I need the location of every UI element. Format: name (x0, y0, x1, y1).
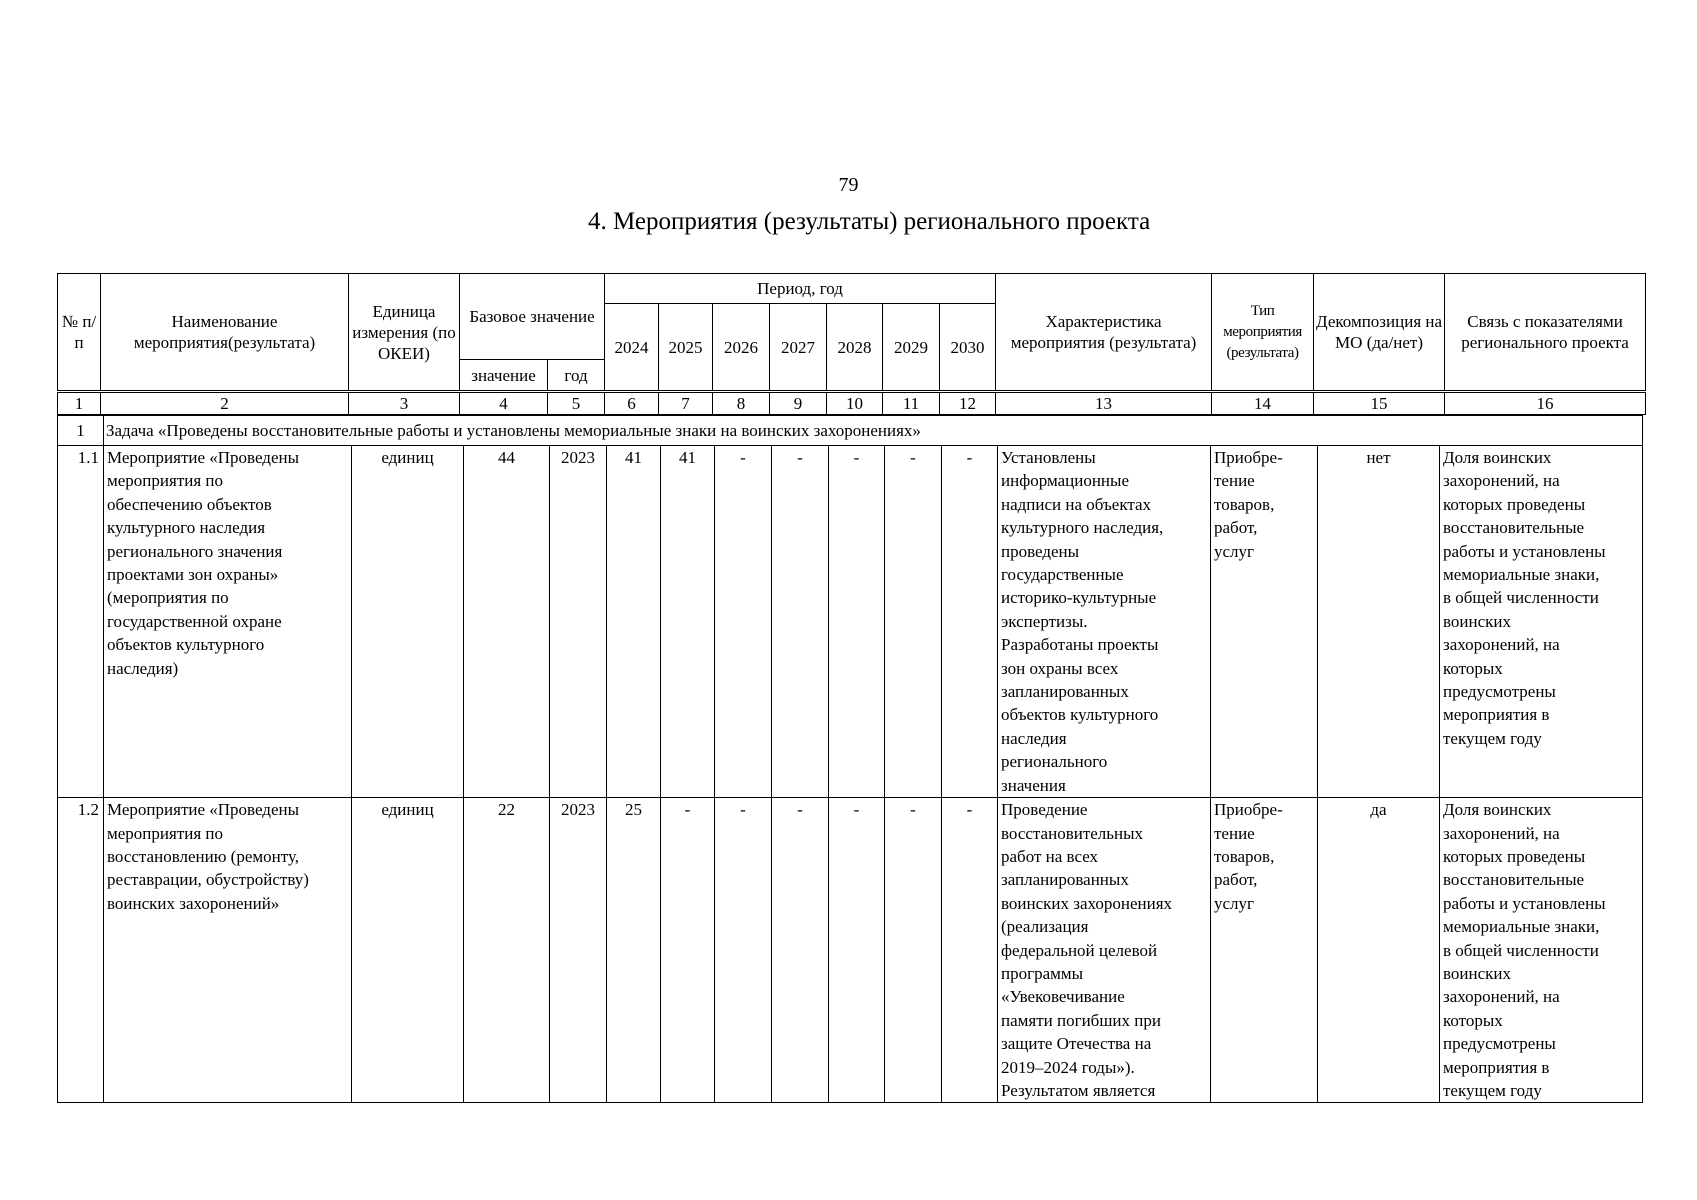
row-link (1440, 446, 1643, 798)
header-decomposition: Декомпозиция на МО (да/нет) (1314, 274, 1445, 391)
cell-line: регионального значения (107, 541, 283, 561)
cell-line: наследия) (107, 658, 179, 678)
column-number: 14 (1212, 393, 1314, 415)
cell-line: федеральной целевой (1001, 940, 1158, 960)
column-number: 7 (659, 393, 713, 415)
cell-line: предусмотрены (1443, 1034, 1556, 1054)
cell-line: предусмотрены (1443, 682, 1556, 702)
cell-line: которых проведены (1443, 494, 1586, 514)
cell-line: Доля воинских (1443, 800, 1552, 820)
row-type (1211, 798, 1318, 1103)
row-year-2024: 25 (607, 798, 661, 1103)
header-base: Базовое значение (460, 274, 605, 360)
column-number: 11 (883, 393, 940, 415)
column-number: 10 (827, 393, 883, 415)
row-year-2029: - (885, 446, 942, 798)
column-number: 13 (996, 393, 1212, 415)
task-row (58, 416, 1643, 446)
row-year-2030: - (942, 446, 998, 798)
row-num: 1.2 (58, 798, 104, 1103)
cell-line: государственные (1001, 565, 1124, 585)
cell-line: Мероприятие «Проведены (107, 800, 300, 820)
cell-line: мероприятия по (107, 823, 224, 843)
cell-line: Проведение (1001, 800, 1088, 820)
cell-line: (мероприятия по (107, 588, 229, 608)
row-year-2026: - (715, 446, 772, 798)
cell-line: восстановлению (ремонту, (107, 846, 299, 866)
cell-line: информационные (1001, 471, 1129, 491)
cell-line: зон охраны всех (1001, 658, 1119, 678)
header-year-2027: 2027 (770, 304, 827, 391)
cell-line: товаров, (1214, 846, 1275, 866)
cell-line: текущем году (1443, 1080, 1542, 1100)
table-body (57, 415, 1643, 1103)
row-decomposition: да (1318, 798, 1440, 1103)
row-characteristic (998, 446, 1211, 798)
cell-line: мероприятия по (107, 471, 224, 491)
cell-line: экспертизы. (1001, 611, 1088, 631)
page-title: 4. Мероприятия (результаты) регионального проекта (588, 208, 1151, 235)
cell-line: Установлены (1001, 448, 1096, 467)
cell-line: значения (1001, 775, 1066, 795)
cell-line: услуг (1214, 541, 1255, 561)
row-base-value: 22 (464, 798, 550, 1103)
column-number: 2 (101, 393, 349, 415)
column-number: 3 (349, 393, 460, 415)
cell-line: текущем году (1443, 728, 1542, 748)
cell-line: реставрации, обустройству) (107, 870, 309, 890)
row-name (104, 446, 352, 798)
cell-line: (реализация (1001, 917, 1089, 937)
cell-line: Приобре- (1214, 800, 1283, 820)
cell-line: Результатом является (1001, 1080, 1156, 1100)
header-year-2028: 2028 (827, 304, 883, 391)
cell-line: проектами зон охраны» (107, 565, 279, 585)
cell-line: которых (1443, 658, 1503, 678)
page-number: 79 (838, 174, 859, 196)
cell-line: Разработаны проекты (1001, 635, 1159, 655)
cell-line: 2019–2024 годы»). (1001, 1057, 1135, 1077)
header-year-2026: 2026 (713, 304, 770, 391)
header-base-year: год (548, 360, 605, 391)
header-year-2030: 2030 (940, 304, 996, 391)
cell-line: работы и установлены (1443, 541, 1606, 561)
column-number: 8 (713, 393, 770, 415)
column-number: 4 (460, 393, 548, 415)
row-year-2030: - (942, 798, 998, 1103)
row-year-2025: - (661, 798, 715, 1103)
cell-line: запланированных (1001, 870, 1129, 890)
row-base-year: 2023 (550, 798, 607, 1103)
cell-line: объектов культурного (1001, 705, 1159, 725)
row-year-2029: - (885, 798, 942, 1103)
table-header (57, 273, 1646, 391)
cell-line: захоронений, на (1443, 987, 1560, 1007)
column-number: 6 (605, 393, 659, 415)
cell-line: наследия (1001, 728, 1067, 748)
header-year-2025: 2025 (659, 304, 713, 391)
cell-line: мероприятия в (1443, 705, 1550, 725)
cell-line: Доля воинских (1443, 448, 1552, 467)
cell-line: в общей численности (1443, 588, 1599, 608)
cell-line: надписи на объектах (1001, 494, 1152, 514)
cell-line: услуг (1214, 893, 1255, 913)
header-num: № п/п (58, 274, 101, 391)
cell-line: программы (1001, 963, 1084, 983)
cell-line: объектов культурного (107, 635, 265, 655)
cell-line: работы и установлены (1443, 893, 1606, 913)
cell-line: тение (1214, 471, 1255, 491)
column-number-row (57, 392, 1646, 415)
row-characteristic (998, 798, 1211, 1103)
header-period: Период, год (605, 274, 996, 304)
cell-line: работ, (1214, 870, 1258, 890)
header-characteristic: Характеристика мероприятия (результата) (996, 274, 1212, 391)
cell-line: «Увековечивание (1001, 987, 1125, 1007)
row-base-year: 2023 (550, 446, 607, 798)
header-name: Наименование мероприятия(результата) (101, 274, 349, 391)
row-num: 1.1 (58, 446, 104, 798)
header-year-2029: 2029 (883, 304, 940, 391)
header-unit: Единица измерения (по ОКЕИ) (349, 274, 460, 391)
cell-line: воинских (1443, 611, 1512, 631)
task-num: 1 (58, 416, 104, 446)
column-number: 12 (940, 393, 996, 415)
row-base-value: 44 (464, 446, 550, 798)
row-unit: единиц (352, 798, 464, 1103)
row-year-2028: - (829, 446, 885, 798)
row-link (1440, 798, 1643, 1103)
cell-line: проведены (1001, 541, 1080, 561)
task-text: Задача «Проведены восстановительные работы и установлены мемориальные знаки на воинских захоронениях» (104, 416, 1643, 446)
cell-line: мемориальные знаки, (1443, 917, 1600, 937)
cell-line: захоронений, на (1443, 635, 1560, 655)
cell-line: восстановительных (1001, 823, 1144, 843)
cell-line: захоронений, на (1443, 471, 1560, 491)
cell-line: тение (1214, 823, 1255, 843)
cell-line: мероприятия в (1443, 1057, 1550, 1077)
cell-line: защите Отечества на (1001, 1034, 1152, 1054)
row-year-2027: - (772, 446, 829, 798)
cell-line: государственной охране (107, 611, 282, 631)
row-year-2026: - (715, 798, 772, 1103)
cell-line: Мероприятие «Проведены (107, 448, 300, 467)
cell-line: товаров, (1214, 494, 1275, 514)
table-row (58, 446, 1643, 798)
cell-line: которых проведены (1443, 846, 1586, 866)
cell-line: восстановительные (1443, 870, 1585, 890)
column-number: 1 (58, 393, 101, 415)
cell-line: воинских (1443, 963, 1512, 983)
header-type: Тип мероприятия (результата) (1212, 274, 1314, 391)
header-link: Связь с показателями регионального проекта (1445, 274, 1646, 391)
cell-line: воинских захоронениях (1001, 893, 1173, 913)
row-year-2024: 41 (607, 446, 661, 798)
column-number: 5 (548, 393, 605, 415)
cell-line: захоронений, на (1443, 823, 1560, 843)
row-year-2027: - (772, 798, 829, 1103)
cell-line: работ на всех (1001, 846, 1099, 866)
cell-line: обеспечению объектов (107, 494, 272, 514)
row-name (104, 798, 352, 1103)
cell-line: которых (1443, 1010, 1503, 1030)
cell-line: Приобре- (1214, 448, 1283, 467)
cell-line: в общей численности (1443, 940, 1599, 960)
row-year-2028: - (829, 798, 885, 1103)
cell-line: мемориальные знаки, (1443, 565, 1600, 585)
cell-line: восстановительные (1443, 518, 1585, 538)
cell-line: работ, (1214, 518, 1258, 538)
column-number: 16 (1445, 393, 1646, 415)
row-unit: единиц (352, 446, 464, 798)
cell-line: культурного наследия, (1001, 518, 1164, 538)
cell-line: запланированных (1001, 682, 1129, 702)
header-year-2024: 2024 (605, 304, 659, 391)
table-row (58, 798, 1643, 1103)
cell-line: памяти погибших при (1001, 1010, 1161, 1030)
row-year-2025: 41 (661, 446, 715, 798)
column-number: 9 (770, 393, 827, 415)
column-number: 15 (1314, 393, 1445, 415)
row-decomposition: нет (1318, 446, 1440, 798)
row-type (1211, 446, 1318, 798)
cell-line: регионального (1001, 752, 1108, 772)
cell-line: историко-культурные (1001, 588, 1157, 608)
header-base-value: значение (460, 360, 548, 391)
cell-line: воинских захоронений» (107, 893, 280, 913)
cell-line: культурного наследия (107, 518, 266, 538)
